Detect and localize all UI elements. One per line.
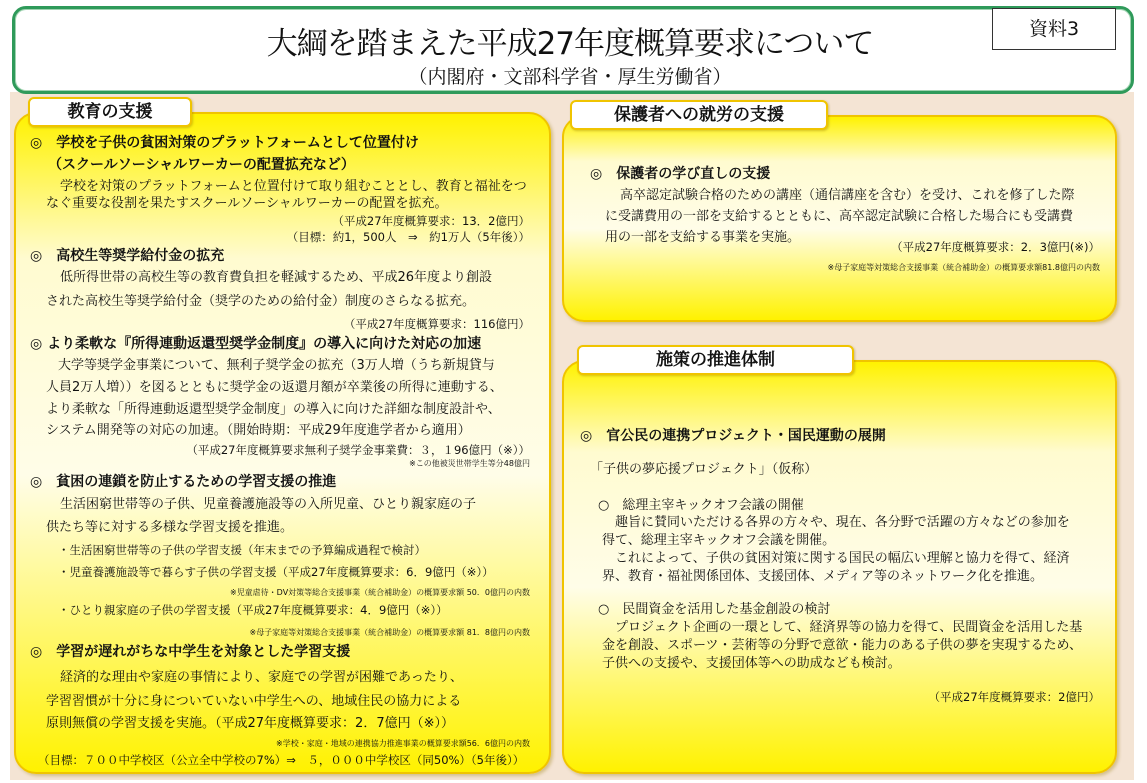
body-text: に受講費用の一部を支給するとともに、高卒認定試験に合格した場合にも受講費 — [605, 209, 1074, 224]
sub-heading: ○ 総理主宰キックオフ会議の開催 — [598, 498, 804, 513]
body-text: 子供への支援や、支援団体等への助成なども検討。 — [602, 656, 901, 671]
footnote: ※児童虐待・DV対策等総合支援事業（統合補助金）の概算要求額 50．0億円の内数 — [229, 588, 530, 597]
bullet-item: ・生活困窮世帯等の子供の学習支援（年末までの予算編成過程で検討） — [58, 543, 426, 557]
body-text: システム開発等の対応の加速。（開始時期：平成29年度進学者から適用） — [46, 423, 471, 438]
footnote: ※母子家庭等対策総合支援事業（統合補助金）の概算要求額 81．8億円の内数 — [249, 628, 530, 637]
guardian-label: 保護者への就労の支援 — [570, 100, 828, 130]
body-text: 供たち等に対する多様な学習支援を推進。 — [46, 520, 294, 535]
target-note: （目標：約1，500人 ⇒ 約1万人（5年後）） — [286, 230, 530, 244]
target-note: （目標：７００中学校区（公立全中学校の7%）⇒ ５，０００中学校区（同50%）（5年後）） — [38, 753, 525, 767]
body-text: これによって、子供の貧困対策に関する国民の幅広い理解と協力を得て、経済 — [615, 551, 1070, 566]
footnote: ※母子家庭等対策総合支援事業（統合補助金）の概算要求額81.8億円の内数 — [827, 263, 1100, 272]
body-text: 金を創設、スポーツ・芸術等の分野で意欲・能力のある子供の夢を実現するため、 — [602, 638, 1082, 653]
education-label: 教育の支援 — [28, 97, 192, 127]
body-text: より柔軟な「所得連動返還型奨学金制度」の導入に向けた詳細な制度設計や、 — [46, 402, 501, 417]
page-title: 大綱を踏まえた平成27年度概算要求について — [266, 26, 874, 62]
budget-note: （平成27年度概算要求：116億円） — [343, 317, 530, 331]
body-text: 界、教育・福祉関係団体、支援団体、メディア等のネットワーク化を推進。 — [602, 569, 1043, 584]
bullet-item: ・児童養護施設等で暮らす子供の学習支援（平成27年度概算要求：6．9億円（※）） — [58, 565, 494, 579]
item-heading: ◎ 学校を子供の貧困対策のプラットフォームとして位置付け — [30, 135, 419, 151]
body-text: 原則無償の学習支援を実施。（平成27年度概算要求：2．7億円（※）） — [46, 716, 454, 731]
sub-heading: ○ 民間資金を活用した基金創設の検討 — [598, 602, 831, 617]
item-subheading: （スクールソーシャルワーカーの配置拡充など） — [48, 157, 355, 173]
body-text: された高校生等奨学給付金（奨学のための給付金）制度のさらなる拡充。 — [46, 294, 476, 309]
body-text: 趣旨に賛同いただける各界の方々や、現在、各分野で活躍の方々などの参加を — [615, 515, 1070, 530]
body-text: 経済的な理由や家庭の事情により、家庭での学習が困難であったり、 — [60, 670, 463, 685]
body-text: 得て、総理主宰キックオフ会議を開催。 — [602, 533, 836, 548]
footnote: ※学校・家庭・地域の連携協力推進事業の概算要求額56．6億円の内数 — [276, 739, 530, 748]
budget-note: （平成27年度概算要求無利子奨学金事業費：３，１96億円（※）） — [186, 443, 530, 457]
document-id-badge: 資料3 — [992, 8, 1116, 50]
budget-note: （平成27年度概算要求：13．2億円） — [332, 214, 530, 228]
item-heading: ◎ 貧困の連鎖を防止するための学習支援の推進 — [30, 474, 337, 490]
bullet-item: ・ひとり親家庭の子供の学習支援（平成27年度概算要求：4．9億円（※）） — [58, 603, 448, 617]
body-text: 人員2万人増））を図るとともに奨学金の返還月額が卒業後の所得に連動する、 — [46, 380, 503, 395]
body-text: 低所得世帯の高校生等の教育費負担を軽減するため、平成26年度より創設 — [60, 270, 493, 285]
item-heading: ◎ 学習が遅れがちな中学生を対象とした学習支援 — [30, 644, 351, 660]
project-name: 「子供の夢応援プロジェクト」（仮称） — [590, 462, 818, 477]
body-text: 大学等奨学金事業について、無利子奨学金の拡充（3万人増（うち新規貸与 — [58, 358, 495, 373]
item-heading: ◎ 保護者の学び直しの支援 — [590, 166, 771, 182]
body-text: 高卒認定試験合格のための講座（通信講座を含む）を受け、これを修了した際 — [620, 188, 1075, 203]
item-heading: ◎ 官公民の連携プロジェクト・国民運動の展開 — [580, 428, 886, 444]
budget-note: （平成27年度概算要求：2．3億円(※)） — [891, 240, 1100, 254]
item-heading: ◎ より柔軟な『所得連動返還型奨学金制度』の導入に向けた対応の加速 — [30, 336, 482, 352]
body-text: 生活困窮世帯等の子供、児童養護施設等の入所児童、ひとり親家庭の子 — [60, 497, 477, 512]
body-text: プロジェクト企画の一環として、経済界等の協力を得て、民間資金を活用した基 — [615, 620, 1083, 635]
page-subtitle: （内閣府・文部科学省・厚生労働省） — [408, 66, 732, 88]
body-text: 学習習慣が十分に身についていない中学生への、地域住民の協力による — [46, 694, 462, 709]
budget-note: （平成27年度概算要求：2億円） — [928, 690, 1100, 704]
promotion-label: 施策の推進体制 — [577, 345, 854, 375]
footnote: ※この他被災世帯学生等分48億円 — [409, 459, 530, 468]
body-text: 学校を対策のプラットフォームと位置付けて取り組むこととし、教育と福祉をつ — [60, 179, 527, 194]
body-text: なぐ重要な役割を果たすスクールソーシャルワーカーの配置を拡充。 — [46, 196, 448, 211]
body-text: 用の一部を支給する事業を実施。 — [605, 230, 801, 245]
item-heading: ◎ 高校生等奨学給付金の拡充 — [30, 248, 225, 264]
